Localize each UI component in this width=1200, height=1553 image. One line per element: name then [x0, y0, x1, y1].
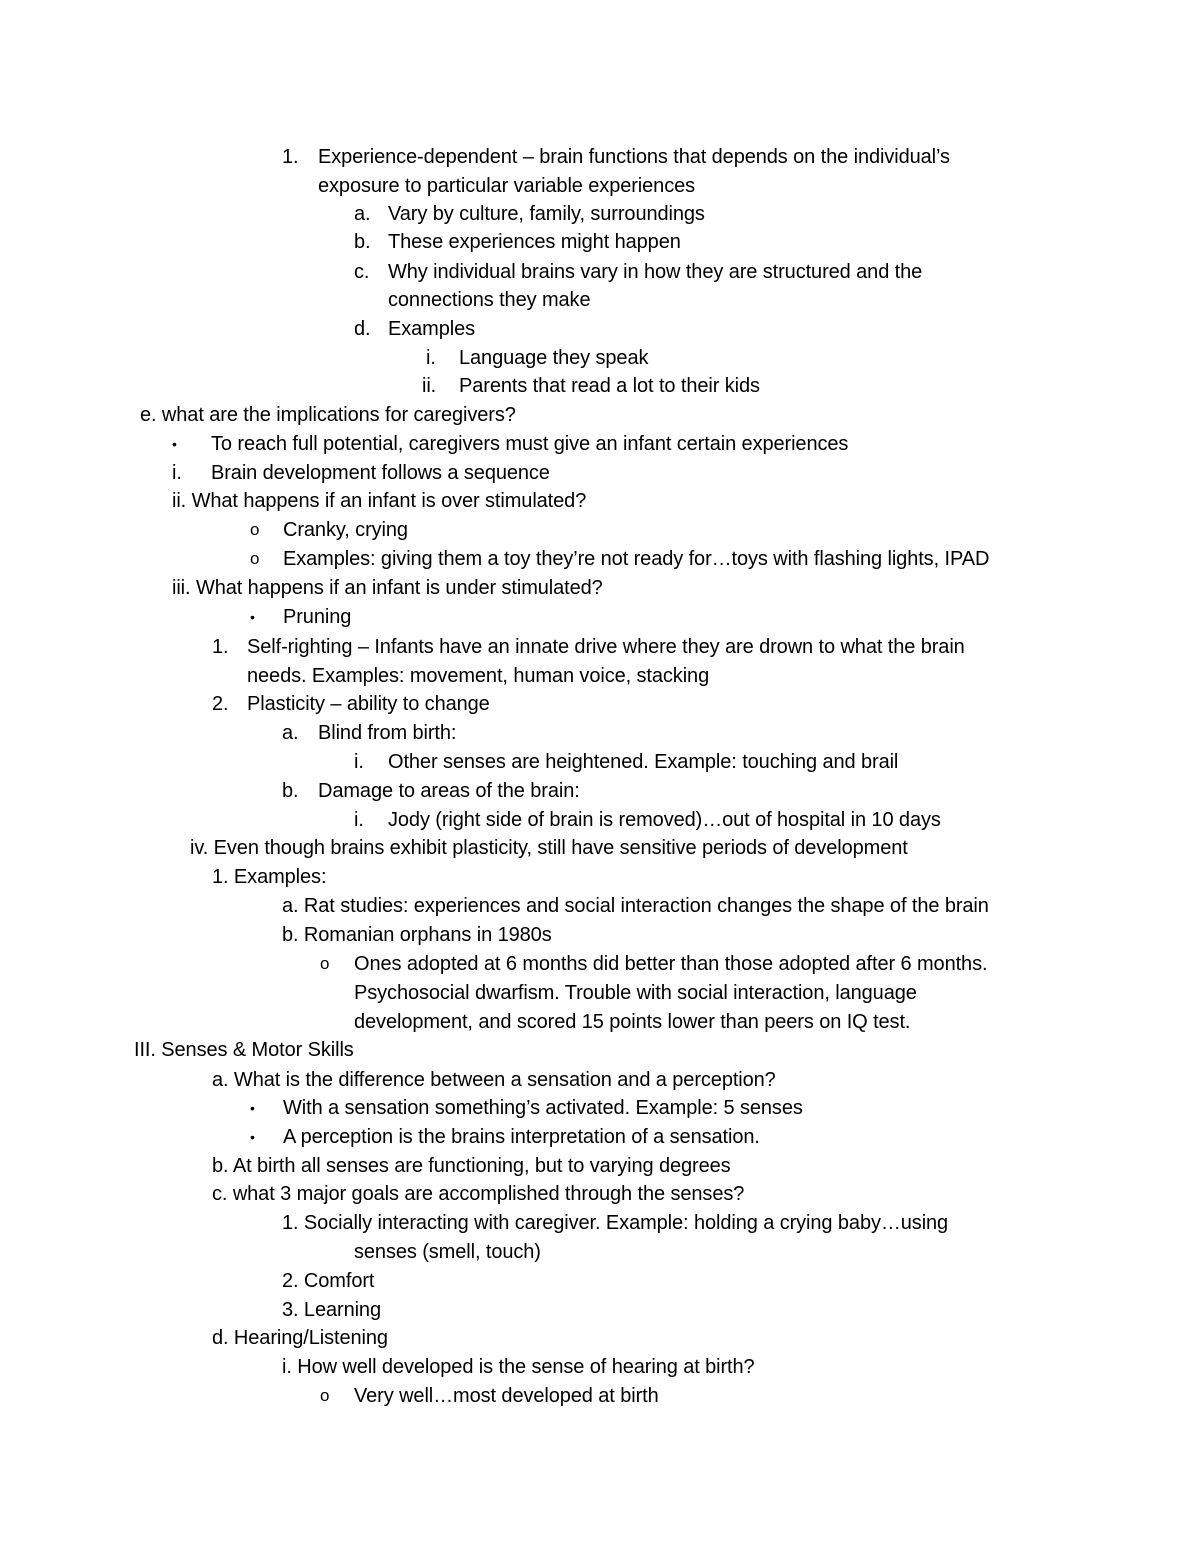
- line-text: To reach full potential, caregivers must give an infant certain experiences: [211, 433, 849, 455]
- line-text: b. At birth all senses are functioning, but to varying degrees: [212, 1155, 731, 1177]
- line-text: Vary by culture, family, surroundings: [388, 203, 705, 225]
- line-text: Experience-dependent – brain functions that depends on the individual’s: [318, 146, 950, 168]
- line-text: iii. What happens if an infant is under stimulated?: [172, 577, 603, 599]
- line-text: Damage to areas of the brain:: [318, 780, 580, 802]
- list-marker: 1.: [212, 636, 229, 658]
- line-text: III. Senses & Motor Skills: [134, 1039, 354, 1061]
- list-marker: 2.: [212, 693, 229, 715]
- line-text: senses (smell, touch): [354, 1241, 541, 1263]
- list-marker: a.: [354, 203, 371, 225]
- list-marker: b.: [282, 780, 299, 802]
- line-text: a. Rat studies: experiences and social interaction changes the shape of the brain: [282, 895, 989, 917]
- list-marker: i.: [354, 751, 364, 773]
- line-text: connections they make: [388, 289, 591, 311]
- line-text: 2. Comfort: [282, 1270, 375, 1292]
- line-text: exposure to particular variable experiences: [318, 175, 696, 197]
- hollow-bullet-icon: o: [320, 1386, 330, 1405]
- list-marker: 1.: [282, 146, 299, 168]
- line-text: Pruning: [283, 606, 352, 628]
- line-text: Blind from birth:: [318, 722, 457, 744]
- bullet-icon: •: [172, 436, 177, 452]
- line-text: Cranky, crying: [283, 519, 408, 541]
- hollow-bullet-icon: o: [250, 549, 260, 568]
- line-text: Examples: [388, 318, 476, 340]
- hollow-bullet-icon: o: [320, 954, 330, 973]
- line-text: With a sensation something’s activated. Example: 5 senses: [283, 1097, 803, 1119]
- line-text: Jody (right side of brain is removed)…out of hospital in 10 days: [388, 809, 941, 831]
- line-text: ii. What happens if an infant is over stimulated?: [172, 490, 587, 512]
- line-text: 1. Socially interacting with caregiver. Example: holding a crying baby…using: [282, 1212, 949, 1234]
- list-marker: b.: [354, 231, 371, 253]
- list-marker: c.: [354, 261, 370, 283]
- list-marker: i.: [172, 462, 182, 484]
- line-text: Why individual brains vary in how they are structured and the: [388, 261, 923, 283]
- line-text: iv. Even though brains exhibit plasticity, still have sensitive periods of development: [190, 837, 908, 859]
- list-marker: d.: [354, 318, 371, 340]
- line-text: Very well…most developed at birth: [354, 1385, 659, 1407]
- line-text: These experiences might happen: [388, 231, 681, 253]
- line-text: Language they speak: [459, 347, 649, 369]
- line-text: a. What is the difference between a sensation and a perception?: [212, 1069, 776, 1091]
- line-text: i. How well developed is the sense of hearing at birth?: [282, 1356, 755, 1378]
- line-text: Parents that read a lot to their kids: [459, 375, 760, 397]
- line-text: b. Romanian orphans in 1980s: [282, 924, 552, 946]
- line-text: 1. Examples:: [212, 866, 327, 888]
- line-text: d. Hearing/Listening: [212, 1327, 388, 1349]
- bullet-icon: •: [250, 1129, 255, 1145]
- bullet-icon: •: [250, 609, 255, 625]
- hollow-bullet-icon: o: [250, 520, 260, 539]
- line-text: c. what 3 major goals are accomplished through the senses?: [212, 1183, 745, 1205]
- list-marker: a.: [282, 722, 299, 744]
- list-marker: i.: [426, 347, 436, 369]
- line-text: development, and scored 15 points lower than peers on IQ test.: [354, 1011, 911, 1033]
- list-marker: ii.: [422, 375, 437, 397]
- line-text: Examples: giving them a toy they’re not ready for…toys with flashing lights, IPAD: [283, 548, 990, 570]
- line-text: Psychosocial dwarfism. Trouble with social interaction, language: [354, 982, 917, 1004]
- bullet-icon: •: [250, 1100, 255, 1116]
- line-text: 3. Learning: [282, 1299, 381, 1321]
- line-text: Plasticity – ability to change: [247, 693, 490, 715]
- line-text: A perception is the brains interpretation of a sensation.: [283, 1126, 760, 1148]
- line-text: needs. Examples: movement, human voice, stacking: [247, 665, 710, 687]
- line-text: e. what are the implications for caregivers?: [140, 404, 516, 426]
- line-text: Brain development follows a sequence: [211, 462, 550, 484]
- line-text: Ones adopted at 6 months did better than those adopted after 6 months.: [354, 953, 988, 975]
- line-text: Self-righting – Infants have an innate drive where they are drown to what the brain: [247, 636, 965, 658]
- line-text: Other senses are heightened. Example: touching and brail: [388, 751, 899, 773]
- list-marker: i.: [354, 809, 364, 831]
